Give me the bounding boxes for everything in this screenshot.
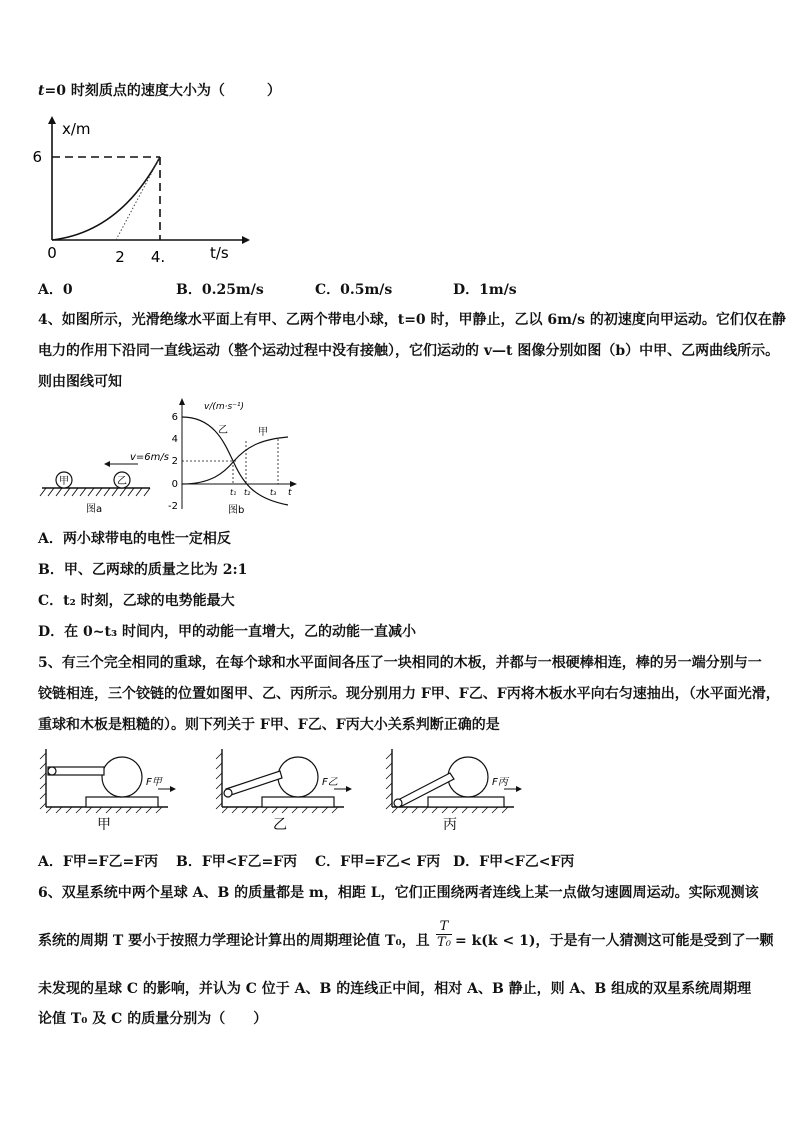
q4-t3-label: t₃	[270, 488, 277, 497]
q3-x-axis-arrow	[48, 116, 56, 124]
q5-caption-jia: 甲	[97, 817, 111, 833]
q3-x-tick-2: 2	[115, 248, 125, 266]
q4-tick-neg2: -2	[168, 501, 178, 512]
q4-line-3: 则由图线可知	[38, 374, 122, 390]
q4-v-axis-arrow	[179, 398, 185, 405]
q6-fraction	[436, 919, 452, 950]
q4-velocity-arrowhead	[104, 461, 110, 467]
q4-t1-label: t₁	[230, 488, 237, 497]
q4-option-d[interactable]: D．在 0~t₃ 时间内，甲的动能一直增大，乙的动能一直减小	[38, 624, 416, 640]
q3-origin: 0	[47, 244, 57, 262]
q3-position-time-graph	[30, 112, 260, 272]
q5-hinge-bing	[394, 799, 402, 807]
q5-board-bing	[428, 797, 504, 807]
q4-curve-yi-label: 乙	[218, 425, 228, 436]
q5-line-1: 5、有三个完全相同的重球，在每个球和水平面间各压了一块相同的木板，并都与一根硬棒相连，棒的另一端分别与一	[38, 655, 762, 671]
q4-ball-jia-label: 甲	[59, 476, 69, 487]
q4-tick-4: 4	[171, 434, 178, 445]
q3-x-label: t/s	[210, 244, 229, 262]
q4-t-axis-arrow	[290, 481, 297, 487]
q6-fraction-numerator: T	[439, 919, 449, 934]
q5-force-arrowhead-yi	[346, 786, 352, 792]
q4-t2-label: t₂	[244, 488, 251, 497]
q5-figure-yi	[214, 745, 354, 835]
q5-hinge-yi	[224, 789, 232, 797]
q5-force-arrowhead-bing	[516, 786, 522, 792]
q3-stem	[38, 82, 281, 100]
q5-figure-bing	[384, 745, 524, 835]
q5-option-b[interactable]: B．F甲<F乙=F丙	[176, 854, 298, 870]
q4-line-2: 电力的作用下沿同一直线运动（整个运动过程中没有接触），它们运动的 v—t 图像分别如图（b）中甲、乙两曲线所示。	[38, 343, 780, 359]
q4-figure-a	[38, 440, 169, 520]
q6-line-2a: 系统的周期 T 要小于按照力学理论计算出的周期理论值 T₀，且	[38, 933, 430, 949]
q3-option-b[interactable]: B．0.25m/s	[176, 282, 264, 298]
q6-line-3: 未发现的星球 C 的影响，并认为 C 位于 A、B 的连线正中间，相对 A、B 静止，则 A、B 组成的双星系统周期理	[38, 981, 752, 997]
q4-option-b[interactable]: B．甲、乙两球的质量之比为 2:1	[38, 562, 248, 578]
q6-line-1: 6、双星系统中两个星球 A、B 的质量都是 m，相距 L，它们正围绕两者连线上某一点做匀速圆周运动。实际观测该	[38, 885, 759, 901]
q4-velocity-label: v=6m/s	[130, 452, 169, 463]
q4-ball-yi-label: 乙	[117, 476, 127, 487]
q5-force-jia: F甲	[146, 777, 162, 788]
q3-option-a[interactable]: A．0	[38, 282, 73, 298]
q4-v-label: v/(m·s⁻¹)	[204, 402, 245, 412]
q5-figure-jia	[38, 745, 178, 835]
q4-curve-jia	[182, 437, 288, 484]
q5-caption-yi: 乙	[273, 817, 287, 833]
q5-option-d[interactable]: D．F甲<F乙<F丙	[453, 854, 575, 870]
q3-t-axis-arrow	[242, 236, 250, 244]
q6-line-2b: = k(k < 1)，于是有一人猜测这可能是受到了一颗	[455, 933, 774, 949]
q4-ground-hatch	[40, 488, 150, 496]
q5-force-yi: F乙	[322, 777, 338, 788]
q6-fraction-denominator: T₀	[437, 935, 451, 950]
q5-ball-bing	[448, 757, 488, 797]
q5-ball-jia	[102, 757, 142, 797]
q4-tick-2: 2	[171, 456, 178, 467]
q5-board-jia	[86, 797, 158, 807]
q5-line-2: 铰链相连，三个铰链的位置如图甲、乙、丙所示。现分别用力 F甲、F乙、F丙将木板水平向右匀速抽出，（水平面光滑，	[38, 686, 780, 702]
q3-x-tick-4: 4.	[150, 248, 166, 266]
q3-y-label: x/m	[62, 120, 91, 138]
q3-option-c[interactable]: C．0.5m/s	[315, 282, 393, 298]
q5-caption-bing: 丙	[443, 817, 457, 833]
q3-stem-var: t	[38, 83, 45, 99]
q5-rod-yi	[226, 771, 282, 796]
q4-figure-b	[166, 397, 301, 517]
q5-option-c[interactable]: C．F甲=F乙< F丙	[315, 854, 441, 870]
q3-option-d[interactable]: D．1m/s	[453, 282, 517, 298]
q4-tick-0: 0	[171, 479, 178, 490]
q4-tick-6: 6	[171, 412, 178, 423]
q5-force-bing: F丙	[492, 777, 508, 788]
q5-ball-yi	[278, 757, 318, 797]
q3-curve	[52, 157, 160, 240]
q5-force-arrowhead-jia	[170, 786, 176, 792]
q5-line-3: 重球和木板是粗糙的）。则下列关于 F甲、F乙、F丙大小关系判断正确的是	[38, 717, 500, 733]
q5-option-a[interactable]: A．F甲=F乙=F丙	[38, 854, 159, 870]
q3-y-tick: 6	[32, 148, 42, 166]
q4-curve-jia-label: 甲	[258, 427, 268, 438]
q3-stem-text: =0 时刻质点的速度大小为（ ）	[44, 83, 281, 99]
q6-line-4: 论值 T₀ 及 C 的质量分别为（ ）	[38, 1011, 268, 1027]
q4-line-1: 4、如图所示，光滑绝缘水平面上有甲、乙两个带电小球，t=0 时，甲静止，乙以 6m/s 的初速度向甲运动。它们仅在静	[38, 312, 786, 328]
q4-option-c[interactable]: C．t₂ 时刻，乙球的电势能最大	[38, 593, 235, 609]
q5-hinge-jia	[48, 767, 56, 775]
q4-option-a[interactable]: A．两小球带电的电性一定相反	[38, 531, 231, 547]
q4-t-axis-label: t	[288, 488, 292, 498]
q5-board-yi	[262, 797, 334, 807]
q4-fig-b-caption: 图b	[228, 505, 245, 516]
q4-fig-a-caption: 图a	[86, 504, 103, 515]
